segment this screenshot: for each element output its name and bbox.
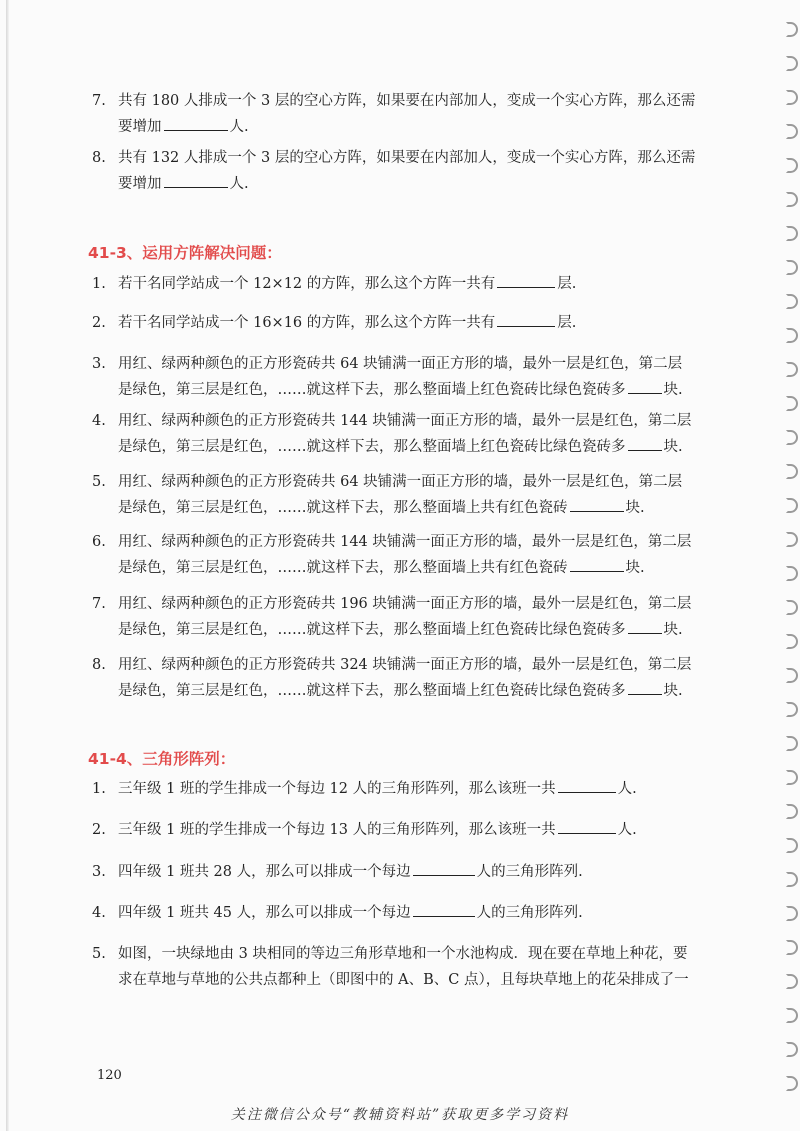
answer-blank[interactable] [628,678,662,695]
binding-ring [786,226,798,241]
binding-ring [786,804,798,819]
binding-ring [786,90,798,105]
answer-blank[interactable] [628,617,662,634]
spiral-binding [778,0,800,1131]
binding-ring [786,736,798,751]
binding-ring [786,906,798,921]
problem-text-line1: 用红、绿两种颜色的正方形瓷砖共 324 块铺满一面正方形的墙，最外一层是红色，第二层 [118,657,692,673]
binding-ring [786,192,798,207]
binding-ring [786,1076,798,1091]
binding-ring [786,702,798,717]
binding-ring [786,328,798,343]
problem-text-line1: 用红、绿两种颜色的正方形瓷砖共 196 块铺满一面正方形的墙，最外一层是红色，第二层 [118,596,692,612]
problem-text-line2: 是绿色，第三层是红色，……就这样下去，那么整面墙上红色瓷砖比绿色瓷砖多 [118,622,626,638]
problem-2-triangle [92,817,732,843]
answer-blank[interactable] [413,859,475,876]
problem-number: 2. [92,822,106,838]
binding-ring [786,940,798,955]
problem-7-hollow-square [92,88,732,140]
section-title-41-4: 41-4、三角形阵列： [88,750,236,768]
binding-ring [786,498,798,513]
binding-ring [786,430,798,445]
problem-text-line1: 用红、绿两种颜色的正方形瓷砖共 64 块铺满一面正方形的墙，最外一层是红色，第二层 [118,356,683,372]
binding-ring [786,396,798,411]
problem-number: 1. [92,276,106,292]
problem-unit: 块. [663,683,683,699]
binding-ring [786,838,798,853]
binding-ring [786,294,798,309]
problem-unit: 块. [663,439,683,455]
problem-number: 2. [92,315,106,331]
binding-ring [786,260,798,275]
binding-ring [786,124,798,139]
binding-ring [786,532,798,547]
binding-ring [786,974,798,989]
problem-number: 5. [92,474,106,490]
problem-7-tiles [92,591,732,643]
section-title-41-3: 41-3、运用方阵解决问题： [88,244,282,262]
problem-unit: 层. [557,276,577,292]
problem-text-line1: 如图，一块绿地由 3 块相同的等边三角形草地和一个水池构成．现在要在草地上种花，要 [118,946,688,962]
problem-4-triangle [92,900,732,926]
problem-unit: 人. [617,822,637,838]
problem-unit: 块. [625,560,645,576]
problem-text: 四年级 1 班共 28 人，那么可以排成一个每边 [118,864,411,880]
problem-number: 8. [92,150,106,166]
problem-8-hollow-square [92,145,732,197]
problem-number: 4. [92,413,106,429]
page-edge [6,0,9,1131]
binding-ring [786,1042,798,1057]
problem-text-line2: 是绿色，第三层是红色，……就这样下去，那么整面墙上红色瓷砖比绿色瓷砖多 [118,439,626,455]
answer-blank[interactable] [628,377,662,394]
binding-ring [786,464,798,479]
problem-text: 四年级 1 班共 45 人，那么可以排成一个每边 [118,905,411,921]
problem-1-square-layers [92,271,732,297]
problem-text-line2: 要增加 [118,119,162,135]
problem-unit: 人. [229,119,249,135]
binding-ring [786,770,798,785]
problem-3-triangle [92,859,732,885]
problem-2-square-layers [92,310,732,336]
problem-3-tiles [92,351,732,403]
problem-unit: 人. [617,781,637,797]
binding-ring [786,56,798,71]
answer-blank[interactable] [497,271,555,288]
problem-text: 若干名同学站成一个 12×12 的方阵，那么这个方阵一共有 [118,276,496,292]
problem-text: 三年级 1 班的学生排成一个每边 13 人的三角形阵列，那么该班一共 [118,822,556,838]
binding-ring [786,22,798,37]
problem-text-line2: 是绿色，第三层是红色，……就这样下去，那么整面墙上共有红色瓷砖 [118,560,568,576]
problem-1-triangle [92,776,732,802]
answer-blank[interactable] [164,114,228,131]
problem-text-line1: 共有 180 人排成一个 3 层的空心方阵，如果要在内部加人，变成一个实心方阵，那么还需 [118,93,696,109]
answer-blank[interactable] [628,434,662,451]
answer-blank[interactable] [570,495,624,512]
binding-ring [786,872,798,887]
problem-text-line1: 用红、绿两种颜色的正方形瓷砖共 144 块铺满一面正方形的墙，最外一层是红色，第二层 [118,413,692,429]
problem-text-line2: 是绿色，第三层是红色，……就这样下去，那么整面墙上共有红色瓷砖 [118,500,568,516]
problem-text-line2: 求在草地与草地的公共点都种上（即图中的 A、B、C 点），且每块草地上的花朵排成了一 [118,972,689,988]
problem-text-line1: 用红、绿两种颜色的正方形瓷砖共 144 块铺满一面正方形的墙，最外一层是红色，第二层 [118,534,692,550]
problem-unit: 块. [663,382,683,398]
problem-text-line2: 是绿色，第三层是红色，……就这样下去，那么整面墙上红色瓷砖比绿色瓷砖多 [118,683,626,699]
problem-number: 6. [92,534,106,550]
problem-text-line2: 是绿色，第三层是红色，……就这样下去，那么整面墙上红色瓷砖比绿色瓷砖多 [118,382,626,398]
problem-number: 5. [92,946,106,962]
problem-text-line1: 用红、绿两种颜色的正方形瓷砖共 64 块铺满一面正方形的墙，最外一层是红色，第二层 [118,474,683,490]
answer-blank[interactable] [497,310,555,327]
binding-ring [786,158,798,173]
problem-unit: 块. [663,622,683,638]
footer-watermark: 关注微信公众号“教辅资料站”获取更多学习资料 [230,1107,570,1123]
problem-number: 3. [92,356,106,372]
answer-blank[interactable] [164,171,228,188]
problem-number: 7. [92,93,106,109]
problem-text-line1: 共有 132 人排成一个 3 层的空心方阵，如果要在内部加人，变成一个实心方阵，那么还需 [118,150,696,166]
answer-blank[interactable] [570,555,624,572]
answer-blank[interactable] [558,817,616,834]
answer-blank[interactable] [413,900,475,917]
binding-ring [786,1008,798,1023]
problem-unit: 块. [625,500,645,516]
problem-number: 3. [92,864,106,880]
problem-5-tiles [92,469,732,521]
problem-unit: 人的三角形阵列. [476,864,583,880]
page-number: 120 [97,1068,122,1083]
binding-ring [786,668,798,683]
problem-text: 若干名同学站成一个 16×16 的方阵，那么这个方阵一共有 [118,315,496,331]
problem-unit: 层. [557,315,577,331]
problem-number: 7. [92,596,106,612]
problem-6-tiles [92,529,732,581]
binding-ring [786,362,798,377]
binding-ring [786,600,798,615]
problem-8-tiles [92,652,732,704]
problem-number: 8. [92,657,106,673]
problem-unit: 人. [229,176,249,192]
problem-number: 4. [92,905,106,921]
answer-blank[interactable] [558,776,616,793]
problem-text-line2: 要增加 [118,176,162,192]
problem-5-triangle-garden [92,941,732,993]
problem-text: 三年级 1 班的学生排成一个每边 12 人的三角形阵列，那么该班一共 [118,781,556,797]
problem-unit: 人的三角形阵列. [476,905,583,921]
problem-number: 1. [92,781,106,797]
binding-ring [786,566,798,581]
problem-4-tiles [92,408,732,460]
binding-ring [786,634,798,649]
